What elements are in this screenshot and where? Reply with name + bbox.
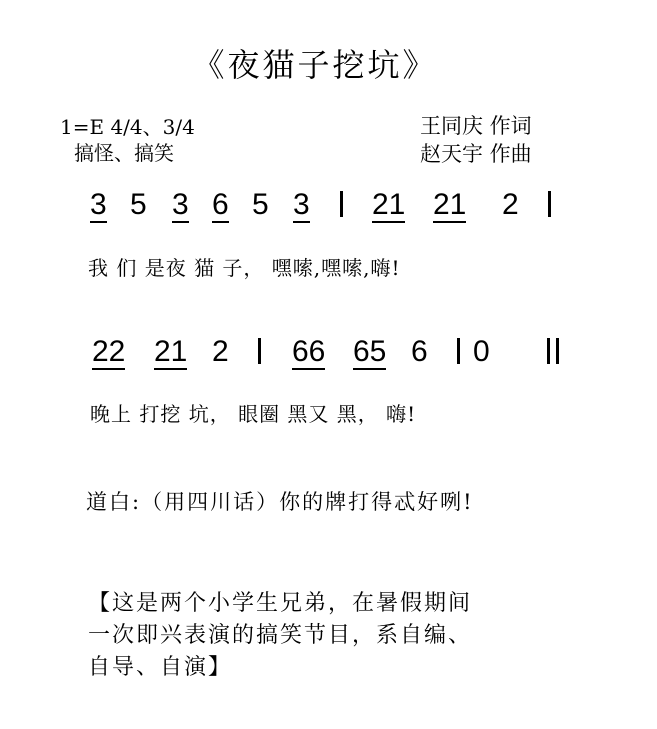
score-row-2 xyxy=(0,335,657,375)
note: 0 xyxy=(473,335,490,368)
barline xyxy=(548,191,551,217)
performance-note xyxy=(88,588,472,684)
note: 3 xyxy=(172,188,189,221)
note: 5 xyxy=(252,188,269,221)
song-style: 搞怪、搞笑 xyxy=(74,141,174,165)
barline xyxy=(457,338,460,364)
song-info-left xyxy=(60,114,195,166)
song-title: 《夜猫子挖坑》 xyxy=(192,46,438,84)
note: 66 xyxy=(292,335,326,368)
note: 6 xyxy=(212,188,229,221)
note: 21 xyxy=(433,188,467,221)
note: 2 xyxy=(212,335,229,368)
note: 21 xyxy=(154,335,188,368)
lyrics-line-2: 晚上 打挖 坑， 眼圈 黑又 黑， 嗨! xyxy=(90,402,417,426)
lyrics-line-1: 我 们 是夜 猫 子， 嘿嗦,嘿嗦,嗨! xyxy=(88,256,401,280)
note: 3 xyxy=(90,188,107,221)
dialogue-line: 道白:（用四川话）你的牌打得忒好咧! xyxy=(86,490,474,514)
composer-credit: 赵天宇 作曲 xyxy=(420,142,532,166)
note: 5 xyxy=(130,188,147,221)
song-credits xyxy=(420,112,532,168)
performance-note-line: 自导、自演】 xyxy=(88,655,233,680)
barline xyxy=(340,191,343,217)
key-time-signature: 1=E 4/4、3/4 xyxy=(60,115,195,139)
double-barline xyxy=(547,338,550,364)
note: 21 xyxy=(372,188,406,221)
note: 22 xyxy=(92,335,126,368)
barline xyxy=(258,338,261,364)
score-row-1 xyxy=(0,188,657,228)
double-barline xyxy=(556,338,559,364)
performance-note-line: 【这是两个小学生兄弟，在暑假期间 xyxy=(88,591,473,616)
note: 3 xyxy=(293,188,310,221)
note: 6 xyxy=(411,335,428,368)
performance-note-line: 一次即兴表演的搞笑节目，系自编、 xyxy=(88,623,473,648)
lyricist-credit: 王同庆 作词 xyxy=(420,114,532,138)
note: 2 xyxy=(502,188,519,221)
note: 65 xyxy=(353,335,387,368)
